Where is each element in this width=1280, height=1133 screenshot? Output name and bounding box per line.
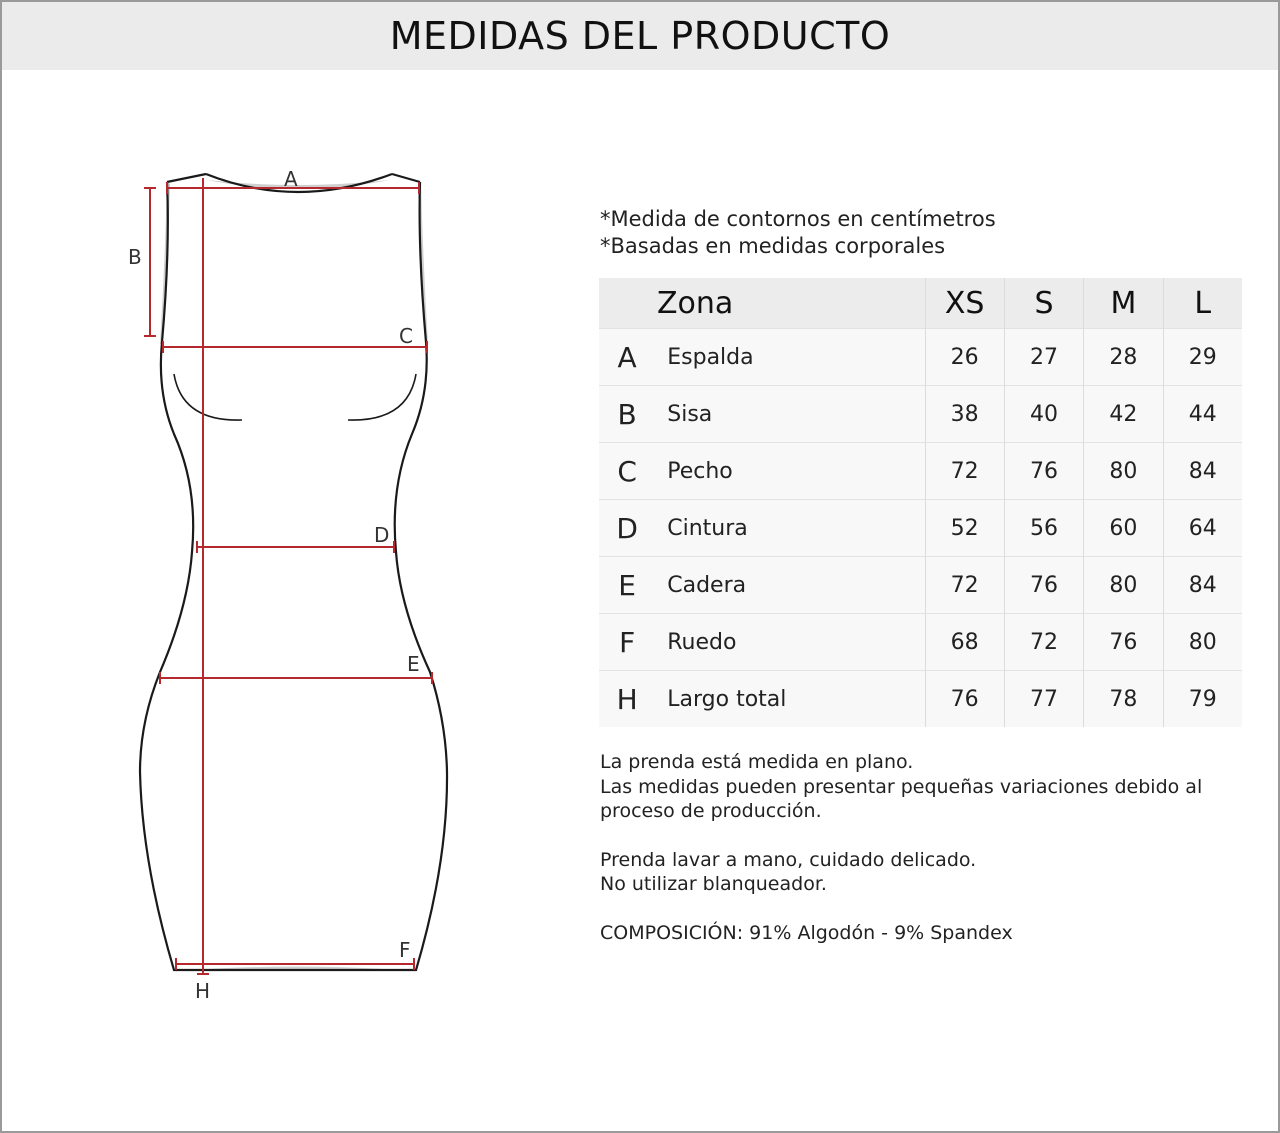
size-header-l: L: [1163, 278, 1242, 329]
table-row: [599, 500, 1242, 557]
cell-xs: 76: [925, 671, 1004, 728]
footer-line: La prenda está medida en plano.: [600, 751, 914, 773]
cell-xs: 72: [925, 557, 1004, 614]
cell-m: 78: [1084, 671, 1163, 728]
row-zone: Largo total: [655, 671, 925, 728]
cell-s: 76: [1004, 443, 1083, 500]
table-row: [599, 557, 1242, 614]
page-title: MEDIDAS DEL PRODUCTO: [389, 14, 891, 58]
label-d: D: [374, 523, 390, 547]
row-letter: A: [599, 329, 655, 386]
cell-xs: 38: [925, 386, 1004, 443]
note-line-1: *Medida de contornos en centímetros: [600, 207, 996, 231]
row-zone: Pecho: [655, 443, 925, 500]
footer-line: proceso de producción.: [600, 800, 822, 822]
size-header-m: M: [1084, 278, 1163, 329]
label-c: C: [399, 324, 413, 348]
cell-m: 42: [1084, 386, 1163, 443]
footer-line: Prenda lavar a mano, cuidado delicado.: [600, 848, 977, 871]
cell-xs: 68: [925, 614, 1004, 671]
row-letter: C: [599, 443, 655, 500]
label-h: H: [195, 979, 211, 1003]
cell-l: 84: [1163, 557, 1242, 614]
cell-l: 80: [1163, 614, 1242, 671]
care-info: [600, 750, 1202, 945]
cell-s: 40: [1004, 386, 1083, 443]
row-zone: Cintura: [655, 500, 925, 557]
row-letter: E: [599, 557, 655, 614]
table-row: [599, 443, 1242, 500]
row-zone: Cadera: [655, 557, 925, 614]
row-letter: H: [599, 671, 655, 728]
row-zone: Espalda: [655, 329, 925, 386]
footer-line: Las medidas pueden presentar pequeñas variaciones debido al: [600, 775, 1203, 798]
size-header-s: S: [1004, 278, 1083, 329]
table-row: [599, 329, 1242, 386]
cell-m: 80: [1084, 443, 1163, 500]
cell-m: 28: [1084, 329, 1163, 386]
cell-s: 72: [1004, 614, 1083, 671]
label-a: A: [284, 167, 298, 191]
notes: [600, 206, 996, 260]
cell-l: 29: [1163, 329, 1242, 386]
cell-xs: 26: [925, 329, 1004, 386]
cell-l: 79: [1163, 671, 1242, 728]
cell-xs: 72: [925, 443, 1004, 500]
cell-m: 60: [1084, 500, 1163, 557]
row-zone: Sisa: [655, 386, 925, 443]
cell-m: 76: [1084, 614, 1163, 671]
left-bust-curve: [174, 374, 242, 420]
cell-m: 80: [1084, 557, 1163, 614]
cell-s: 77: [1004, 671, 1083, 728]
cell-xs: 52: [925, 500, 1004, 557]
cell-l: 64: [1163, 500, 1242, 557]
size-table: [599, 278, 1242, 727]
table-row: [599, 386, 1242, 443]
cell-s: 56: [1004, 500, 1083, 557]
table-row: [599, 614, 1242, 671]
label-f: F: [399, 938, 411, 962]
row-letter: F: [599, 614, 655, 671]
dress-outline: [140, 174, 447, 970]
right-bust-curve: [348, 374, 416, 420]
note-line-2: *Basadas en medidas corporales: [600, 234, 946, 258]
composition: COMPOSICIÓN: 91% Algodón - 9% Spandex: [600, 921, 1013, 944]
cell-s: 76: [1004, 557, 1083, 614]
cell-s: 27: [1004, 329, 1083, 386]
row-letter: B: [599, 386, 655, 443]
zone-header: Zona: [657, 285, 734, 321]
cell-l: 44: [1163, 386, 1242, 443]
label-b: B: [128, 245, 142, 269]
footer-line: No utilizar blanqueador.: [600, 873, 827, 895]
row-letter: D: [599, 500, 655, 557]
row-zone: Ruedo: [655, 614, 925, 671]
table-header-row: [599, 278, 1242, 329]
dress-diagram: [2, 2, 562, 1052]
label-e: E: [407, 652, 420, 676]
cell-l: 84: [1163, 443, 1242, 500]
size-header-xs: XS: [925, 278, 1004, 329]
table-row: [599, 671, 1242, 728]
